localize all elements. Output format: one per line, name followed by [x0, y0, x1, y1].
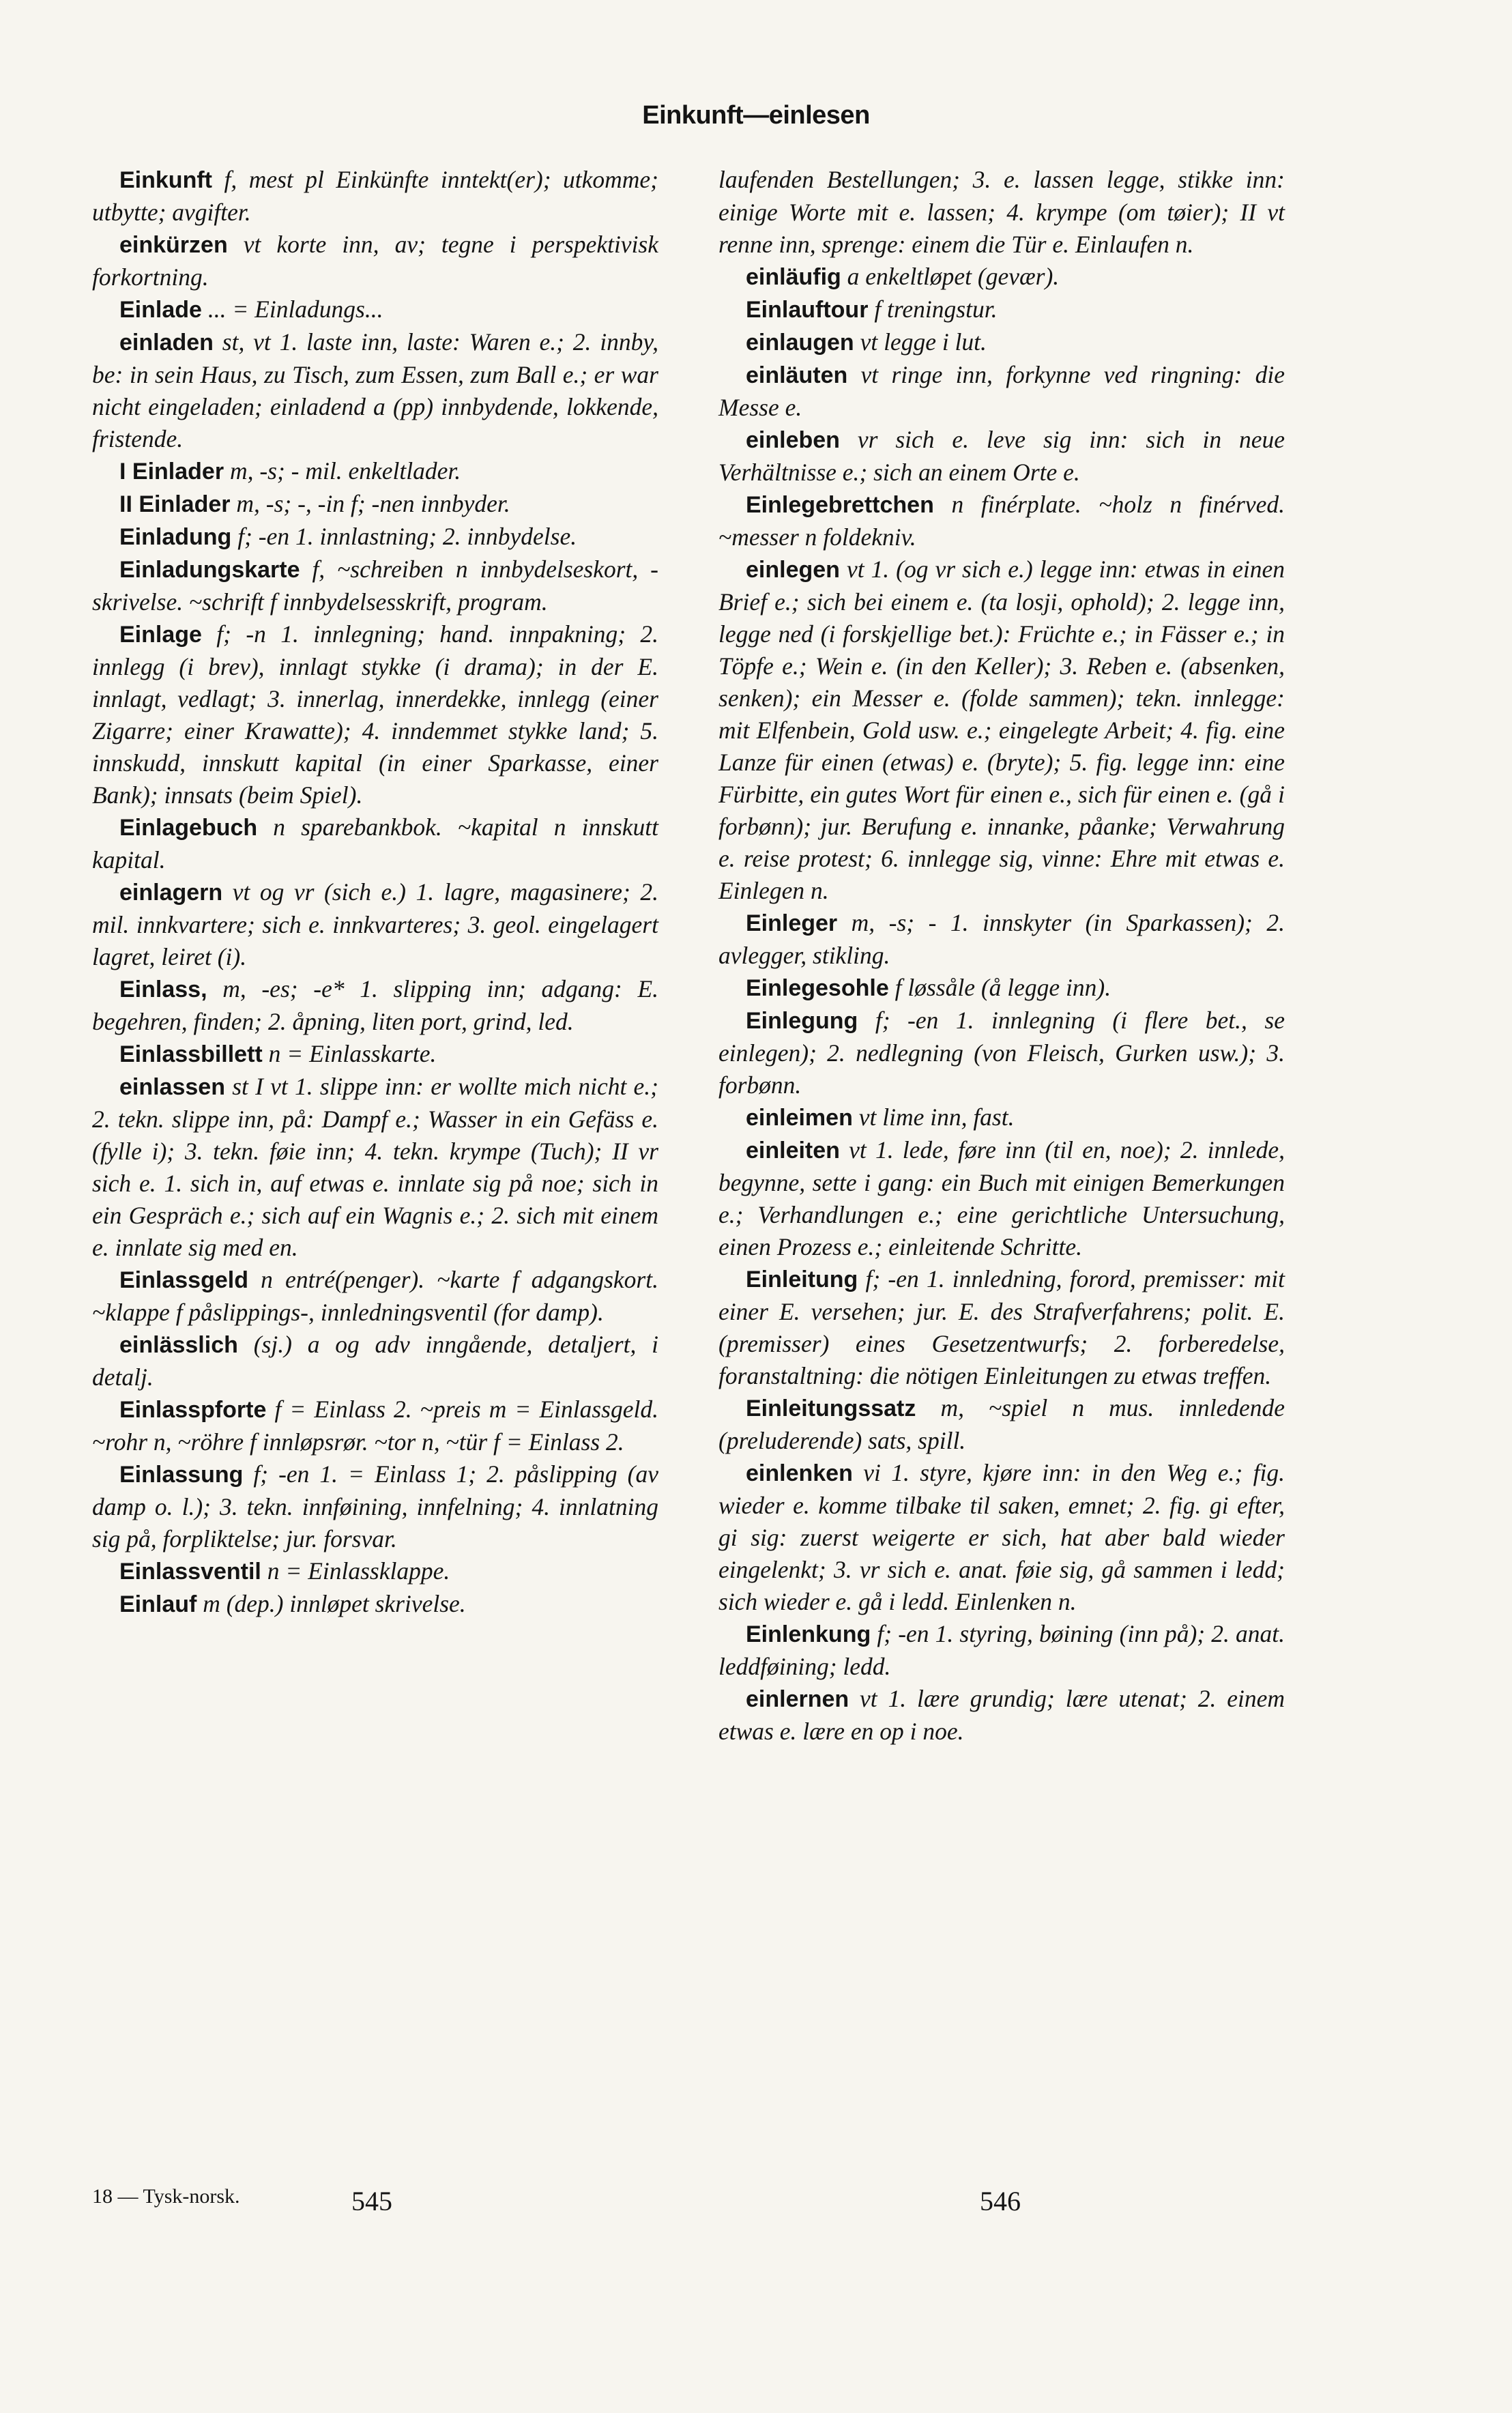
headword: einkürzen	[119, 232, 228, 258]
headword: Einlage	[119, 622, 202, 648]
headword: Einladung	[119, 524, 232, 550]
dictionary-entry	[718, 1263, 1285, 1392]
dictionary-entry	[92, 1038, 658, 1071]
dictionary-entry	[718, 1392, 1285, 1457]
dictionary-entry	[92, 488, 658, 521]
definition: ... = Einladungs...	[207, 295, 383, 323]
dictionary-entry	[718, 1683, 1285, 1748]
headword: einleimen	[746, 1105, 853, 1131]
headword: I Einlader	[119, 459, 224, 485]
headword: einlassen	[119, 1074, 225, 1100]
headword: einlaugen	[746, 330, 854, 356]
definition: m, ~spiel n mus. innledende (preluderende) sats, spill.	[718, 1394, 1285, 1454]
dictionary-entry	[718, 424, 1285, 489]
headword: Einlegesohle	[746, 975, 889, 1001]
definition: laufenden Bestellungen; 3. e. lassen legge, stikke inn: einige Worte mit e. lassen; 4. krympe (om tøier); II vt renne inn, sprenge: einem die Tür e. Einlaufen n.	[718, 166, 1285, 258]
dictionary-entry	[718, 1101, 1285, 1134]
left-column	[92, 164, 658, 1621]
dictionary-entry	[92, 1555, 658, 1588]
headword: Einlegebrettchen	[746, 492, 934, 518]
definition: f, ~schreiben n innbydelseskort, -skrivelse. ~schrift f innbydelsesskrift, program.	[92, 555, 658, 616]
dictionary-entry	[718, 1005, 1285, 1101]
definition: vt og vr (sich e.) 1. lagre, magasinere; 2. mil. innkvartere; sich e. innkvarteres; 3. geol. eingelagert lagret, leiret (i).	[92, 878, 658, 970]
definition: vt 1. lede, føre inn (til en, noe); 2. innlede, begynne, sette i gang: ein Buch mit einigen Bemerkungen e.; Verhandlungen e.; eine gerichtliche Untersuchung, einen Prozess e.; einleitende Schritte.	[718, 1136, 1285, 1260]
definition: f = Einlass 2. ~preis m = Einlassgeld. ~rohr n, ~röhre f innløpsrør. ~tor n, ~tür f = Einlass 2.	[92, 1396, 658, 1456]
definition: vt 1. (og vr sich e.) legge inn: etwas in einen Brief e.; sich bei einem e. (ta losji, ophold); 2. legge inn, legge ned (i forskjellige bet.): Früchte e.; in Fässer e.; in Töpfe e.; Wein e. (in den Keller); 3. Reben e. (absenken, senken); ein Messer e. (folde sammen); tekn. innlegge: mit Elfenbein, Gold usw. e.; eingelegte Arbeit; 4. fig. eine Lanze für einen (etwas) e. (bryte); 5. fig. legge inn: eine Fürbitte, ein gutes Wort für einen e., sich für einen e. (gå i forbønn); jur. Berufung e. innanke, påanke; Verwahrung e. reise protest; 6. innlegge sig, vinne: Ehre mit etwas e. Einlegen n.	[718, 555, 1285, 904]
headword: einleiten	[746, 1138, 840, 1164]
running-head: Einkunft—einlesen	[642, 101, 870, 130]
definition: st, vt 1. laste inn, laste: Waren e.; 2. innby, be: in sein Haus, zu Tisch, zum Essen, zum Ball e.; er war nicht eingeladen; einladend a (pp) innbydende, lokkende, fristende.	[92, 328, 659, 452]
definition: vt korte inn, av; tegne i perspektivisk forkortning.	[92, 231, 658, 291]
headword: Einlauftour	[746, 297, 869, 323]
dictionary-entry	[718, 1134, 1285, 1263]
dictionary-entry-continued	[718, 164, 1285, 261]
dictionary-entry	[92, 164, 658, 229]
dictionary-entry	[92, 1264, 658, 1329]
headword: Einlenkung	[746, 1621, 871, 1647]
definition: vr sich e. leve sig inn: sich in neue Verhältnisse e.; sich an einem Orte e.	[718, 426, 1285, 486]
dictionary-entry	[92, 293, 658, 326]
definition: f; -en 1. = Einlass 1; 2. påslipping (av damp o. l.); 3. tekn. innføining, innfelning; 4. innlatning sig på, forpliktelse; jur. forsvar.	[92, 1460, 658, 1552]
headword: Einlassventil	[119, 1559, 261, 1585]
definition: m (dep.) innløpet skrivelse.	[203, 1590, 466, 1617]
dictionary-entry	[92, 455, 658, 488]
dictionary-entry	[718, 359, 1285, 424]
headword: einladen	[119, 330, 214, 356]
headword: einlernen	[746, 1686, 849, 1712]
signature-note: 18 — Tysk-norsk.	[92, 2185, 240, 2208]
definition: n = Einlasskarte.	[268, 1040, 437, 1067]
definition: n entré(penger). ~karte f adgangskort. ~klappe f påslippings-, innledningsventil (for damp).	[92, 1266, 658, 1326]
definition: st I vt 1. slippe inn: er wollte mich nicht e.; 2. tekn. slippe inn, på: Dampf e.; Wasser in ein Gefäss e. (fylle i); 3. tekn. føie inn; 4. tekn. krympe (Tuch); II vr sich e. 1. sich in, auf etwas e. innlate sig på noe; sich in ein Gespräch e.; sich auf ein Wagnis e.; 2. sich mit einem e. innlate sig med en.	[92, 1073, 659, 1261]
dictionary-entry	[92, 521, 658, 553]
headword: Einlauf	[119, 1591, 197, 1617]
page-number-left: 545	[351, 2186, 392, 2216]
dictionary-entry	[92, 1458, 658, 1555]
headword: Einlassung	[119, 1462, 244, 1488]
dictionary-entry	[92, 876, 658, 973]
definition: m, -s; - 1. innskyter (in Sparkassen); 2. avlegger, stikling.	[718, 909, 1285, 969]
definition: f; -en 1. innlastning; 2. innbydelse.	[237, 523, 577, 550]
dictionary-entry	[92, 229, 658, 293]
dictionary-entry	[718, 1618, 1285, 1683]
dictionary-entry	[92, 618, 658, 811]
headword: Einlassbillett	[119, 1041, 263, 1067]
dictionary-entry	[718, 553, 1285, 907]
definition: f treningstur.	[874, 295, 998, 323]
headword: einlegen	[746, 557, 840, 583]
definition: f, mest pl Einkünfte inntekt(er); utkomme; utbytte; avgifter.	[92, 166, 659, 226]
definition: n sparebankbok. ~kapital n innskutt kapital.	[92, 813, 659, 873]
definition: vt lime inn, fast.	[858, 1103, 1015, 1131]
dictionary-entry	[718, 326, 1285, 359]
dictionary-entry	[92, 326, 658, 455]
definition: vt 1. lære grundig; lære utenat; 2. einem etwas e. lære en op i noe.	[718, 1685, 1285, 1745]
headword: Einlass,	[119, 977, 207, 1002]
definition: f løssåle (å legge inn).	[895, 974, 1111, 1001]
definition: f; -n 1. innlegning; hand. innpakning; 2. innlegg (i brev), innlagt stykke (i drama); in der E. innlagt, vedlagt; 3. innerlag, innerdekke, innlegg (einer Zigarre; einer Krawatte); 4. inndemmet stykke land; 5. innskudd, innskutt kapital (in einer Sparkasse, einer Bank); innsats (beim Spiel).	[92, 620, 659, 809]
dictionary-entry	[718, 907, 1285, 972]
headword: einlässlich	[119, 1332, 238, 1358]
headword: Einladungskarte	[119, 557, 300, 583]
right-column	[718, 164, 1285, 1748]
dictionary-entry	[718, 261, 1285, 293]
definition: f; -en 1. styring, bøining (inn på); 2. anat. leddføining; ledd.	[718, 1620, 1285, 1680]
definition: m, -es; -e* 1. slipping inn; adgang: E. begehren, finden; 2. åpning, liten port, grind, led.	[92, 975, 659, 1035]
headword: Einlasspforte	[119, 1397, 267, 1423]
headword: einlagern	[119, 880, 223, 906]
headword: Einlade	[119, 297, 202, 323]
definition: f; -en 1. innledning, forord, premisser: mit einer E. versehen; jur. E. des Strafverfahrens; polit. E. (premisser) eines Gesetzentwurfs; 2. forberedelse, foranstaltning: die nötigen Einleitungen zu etwas treffen.	[718, 1265, 1285, 1389]
headword: Einlagebuch	[119, 815, 258, 841]
headword: Einleitungssatz	[746, 1396, 916, 1421]
definition: vt legge i lut.	[860, 328, 987, 356]
headword: Einleitung	[746, 1267, 858, 1292]
definition: m, -s; -, -in f; -nen innbyder.	[236, 490, 510, 517]
headword: einläufig	[746, 264, 841, 290]
definition: (sj.) a og adv inngående, detaljert, i detalj.	[92, 1331, 658, 1391]
dictionary-entry	[92, 811, 658, 876]
dictionary-entry	[718, 293, 1285, 326]
dictionary-entry	[718, 972, 1285, 1005]
headword: II Einlader	[119, 491, 231, 517]
headword: einleben	[746, 427, 840, 453]
headword: einläuten	[746, 362, 848, 388]
dictionary-entry	[92, 1071, 658, 1264]
definition: vt ringe inn, forkynne ved ringning: die Messe e.	[718, 361, 1285, 421]
dictionary-entry	[92, 553, 658, 618]
definition: f; -en 1. innlegning (i flere bet., se einlegen); 2. nedlegning (von Fleisch, Gurken usw.); 3. forbønn.	[718, 1007, 1285, 1099]
dictionary-entry	[718, 1457, 1285, 1618]
dictionary-entry	[718, 489, 1285, 553]
dictionary-entry	[92, 1329, 658, 1393]
definition: vi 1. styre, kjøre inn: in den Weg e.; fig. wieder e. komme tilbake til saken, emnet; 2. fig. gi efter, gi sig: zuerst weigerte er sich, hat aber bald wieder eingelenkt; 3. vr sich e. anat. føie sig, gå sammen i ledd; sich wieder e. gå i ledd. Einlenken n.	[718, 1459, 1285, 1615]
page-number-right: 546	[980, 2186, 1021, 2216]
definition: m, -s; - mil. enkeltlader.	[229, 457, 461, 485]
headword: Einleger	[746, 910, 838, 936]
headword: einlenken	[746, 1460, 853, 1486]
headword: Einlegung	[746, 1008, 858, 1034]
headword: Einlassgeld	[119, 1267, 248, 1293]
headword: Einkunft	[119, 167, 212, 193]
definition: n = Einlassklappe.	[267, 1557, 450, 1585]
dictionary-entry	[92, 1393, 658, 1458]
definition: a enkeltløpet (gevær).	[847, 263, 1060, 290]
dictionary-entry	[92, 1588, 658, 1621]
definition: n finérplate. ~holz n finérved. ~messer n foldekniv.	[718, 491, 1285, 551]
dictionary-entry	[92, 973, 658, 1038]
